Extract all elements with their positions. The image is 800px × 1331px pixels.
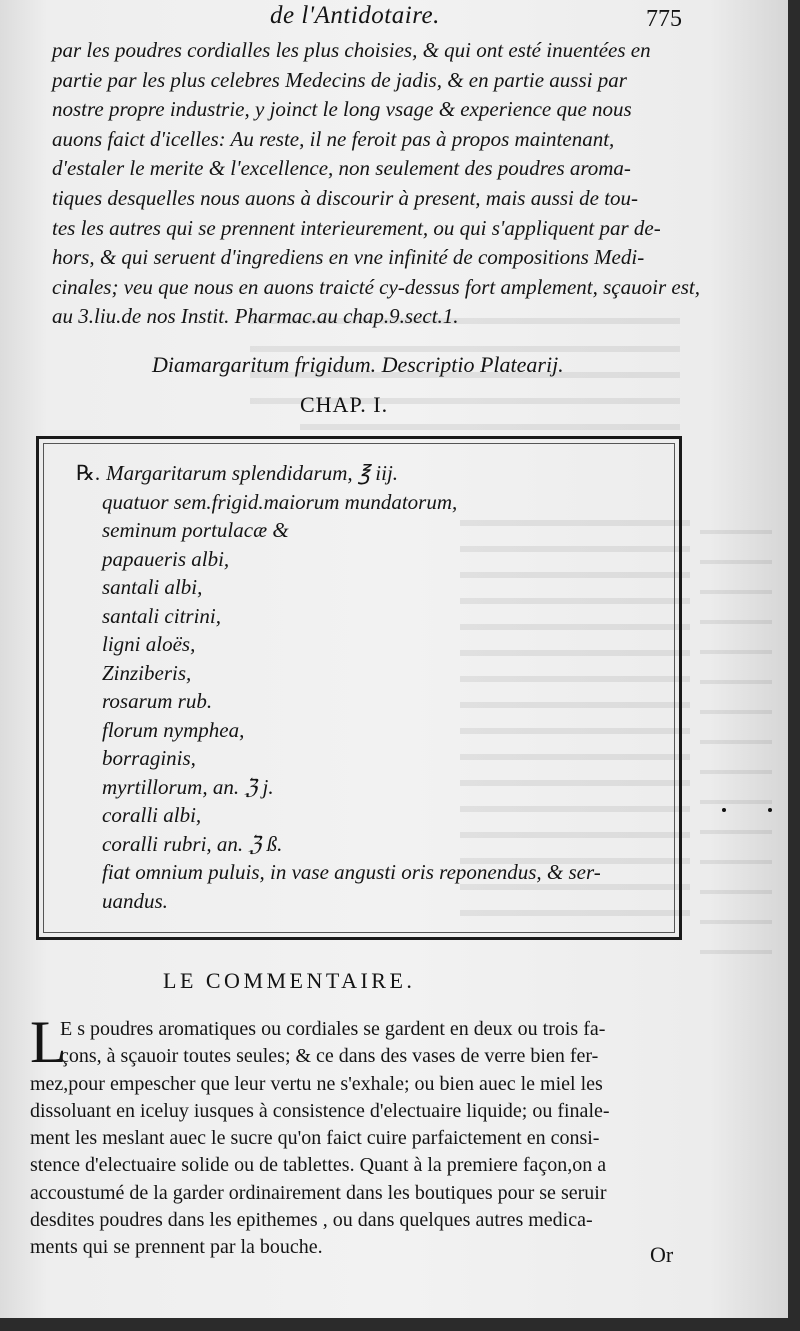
ingredient-line: ligni aloës,: [102, 632, 196, 656]
recipe-ingredients: [68, 459, 668, 915]
text-line: mez,pour empescher que leur vertu ne s'exhale; ou bien auec le miel les: [30, 1072, 603, 1095]
catchword: Or: [650, 1242, 674, 1267]
ingredient-line: coralli albi,: [102, 803, 202, 827]
ingredient-line: [68, 459, 668, 488]
page-header: [0, 2, 788, 38]
running-head: de l'Antidotaire.: [270, 2, 440, 29]
text-line: çons, à sçauoir toutes seules; & ce dans des vases de verre bien fer-: [60, 1045, 599, 1068]
text-line: tiques desquelles nous auons à discourir à present, mais aussi de tou-: [52, 185, 639, 210]
ingredient-line: myrtillorum, an. ℨ j.: [102, 774, 274, 799]
ingredient-line: papaueris albi,: [102, 546, 230, 571]
text-line: nostre propre industrie, y joinct le long vsage & experience que nous: [52, 97, 632, 122]
ingredient-line: florum nymphea,: [102, 717, 245, 742]
ink-speck: [768, 808, 772, 812]
intro-paragraph: [52, 36, 702, 332]
text-line: hors, & qui seruent d'ingrediens en vne infinité de compositions Medi-: [52, 245, 645, 270]
text-line: au 3.liu.de nos Instit. Pharmac.au chap.9.sect.1.: [52, 304, 459, 329]
ingredient-line: Zinziberis,: [102, 660, 192, 685]
ink-speck: [722, 808, 726, 812]
text-line: desdites poudres dans les epithemes , ou dans quelques autres medica-: [30, 1209, 593, 1232]
text-line: auons faict d'icelles: Au reste, il ne feroit pas à propos maintenant,: [52, 126, 615, 151]
text-line: accoustumé de la garder ordinairement dans les boutiques pour se seruir: [30, 1181, 607, 1204]
page-number: 775: [646, 6, 682, 32]
recipe-symbol: ℞.: [76, 461, 101, 485]
ingredient-line: coralli rubri, an. ℨ ß.: [102, 831, 283, 856]
text-line: ment les meslant auec le sucre qu'on faict cuire parfaictement en consi-: [30, 1127, 600, 1150]
text-line: partie par les plus celebres Medecins de jadis, & en partie aussi par: [52, 67, 627, 92]
ingredient-line: rosarum rub.: [102, 689, 213, 713]
ingredient-line: seminum portulacæ &: [102, 518, 289, 542]
commentary-paragraph: [30, 1009, 690, 1262]
ingredient-line: uandus.: [102, 888, 168, 913]
ingredient-text: Margaritarum splendidarum, ℥ iij.: [106, 461, 399, 485]
commentary-title: LE COMMENTAIRE.: [163, 968, 416, 993]
recipe-title: Diamargaritum frigidum. Descriptio Platearij.: [152, 352, 564, 377]
text-line: E s poudres aromatiques ou cordiales se gardent en deux ou trois fa-: [60, 1018, 606, 1040]
ingredient-line: santali albi,: [102, 575, 203, 599]
text-line: d'estaler le merite & l'excellence, non seulement des poudres aroma-: [52, 156, 631, 181]
text-line: par les poudres cordialles les plus choisies, & qui ont esté inuentées en: [52, 38, 651, 62]
text-line: stence d'electuaire solide ou de tablettes. Quant à la premiere façon,on a: [30, 1154, 607, 1177]
ingredient-line: santali citrini,: [102, 603, 222, 628]
text-line: tes les autres qui se prennent interieurement, ou qui s'appliquent par de-: [52, 215, 661, 240]
text-line: dissoluant en iceluy iusques à consistence d'electuaire liquide; ou finale-: [30, 1099, 610, 1122]
drop-cap: L: [30, 1009, 67, 1075]
chapter-heading: CHAP. I.: [300, 392, 389, 417]
ingredient-line: borraginis,: [102, 746, 196, 770]
ingredient-line: quatuor sem.frigid.maiorum mundatorum,: [102, 489, 458, 514]
text-line: ments qui se prennent par la bouche.: [30, 1236, 323, 1259]
text-line: cinales; veu que nous en auons traicté cy-dessus fort amplement, sçauoir est,: [52, 274, 700, 299]
ingredient-line: fiat omnium puluis, in vase angusti oris reponendus, & ser-: [102, 860, 601, 884]
